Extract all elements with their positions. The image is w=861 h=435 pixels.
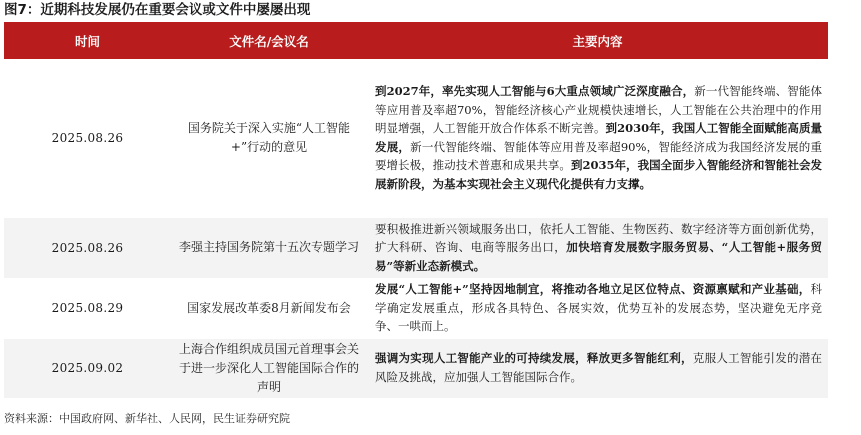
content-segment: 克服人工智能引发的潜在风险及挑战，应加强人工智能国际合作。 bbox=[375, 351, 822, 384]
row-content bbox=[367, 278, 828, 338]
row-document: 国家发展改革委8月新闻发布会 bbox=[171, 278, 367, 338]
table-header-row bbox=[4, 22, 828, 59]
header-time: 时间 bbox=[4, 22, 171, 59]
content-segment: 新一代智能终端、智能体等应用普及率超90%，智能经济成为我国经济发展的重要增长极，推动技术普惠和成果共享。 bbox=[375, 139, 822, 173]
row-content bbox=[367, 217, 828, 278]
content-segment: 加快培育发展数字服务贸易、“人工智能+服务贸易”等新业态新模式。 bbox=[375, 240, 823, 273]
header-document: 文件名/会议名 bbox=[171, 22, 367, 59]
row-date: 2025.09.02 bbox=[4, 338, 171, 398]
content-segment: 强调为实现人工智能产业的可持续发展，释放更多智能红利， bbox=[375, 351, 693, 366]
policy-table bbox=[4, 22, 828, 399]
table-row bbox=[4, 338, 828, 398]
content-segment: 到2027年，率先实现人工智能与6大重点领域广泛深度融合， bbox=[375, 83, 695, 98]
row-content bbox=[367, 338, 828, 398]
row-document: 李强主持国务院第十五次专题学习 bbox=[171, 217, 367, 278]
row-date: 2025.08.26 bbox=[4, 59, 171, 217]
content-segment: 要积极推进新兴领域服务出口，依托人工智能、生物医药、数字经济等方面创新优势，扩大科研、咨询、电商等服务出口， bbox=[375, 221, 822, 255]
row-date: 2025.08.26 bbox=[4, 217, 171, 278]
table-row bbox=[4, 217, 828, 278]
table-row bbox=[4, 278, 828, 338]
content-segment: 发展“人工智能+”坚持因地制宜，将推动各地立足区位特点、资源禀赋和产业基础， bbox=[375, 282, 811, 297]
table-row bbox=[4, 59, 828, 217]
figure-title: 图7：近期科技发展仍在重要会议或文件中屡屡出现 bbox=[4, 2, 311, 18]
header-content: 主要内容 bbox=[367, 22, 828, 59]
row-document: 上海合作组织成员国元首理事会关于进一步深化人工智能国际合作的声明 bbox=[171, 338, 367, 398]
row-date: 2025.08.29 bbox=[4, 278, 171, 338]
row-content bbox=[367, 59, 828, 217]
source-note: 资料来源：中国政府网、新华社、人民网，民生证券研究院 bbox=[4, 412, 290, 425]
content-segment: 科学确定发展重点，形成各具特色、各展实效，优势互补的发展态势，坚决避免无序竞争、一哄而上。 bbox=[375, 282, 822, 334]
content-segment: 到2035年，我国全面步入智能经济和智能社会发展新阶段，为基本实现社会主义现代化提供有力支撑。 bbox=[375, 158, 822, 191]
content-segment: 新一代智能终端、智能体等应用普及率超70%，智能经济核心产业规模快速增长，人工智能在公共治理中的作用明显增强，人工智能开放合作体系不断完善。 bbox=[375, 83, 822, 136]
row-document: 国务院关于深入实施“人工智能+”行动的意见 bbox=[171, 59, 367, 217]
content-segment: 到2030年，我国人工智能全面赋能高质量发展， bbox=[375, 121, 822, 154]
